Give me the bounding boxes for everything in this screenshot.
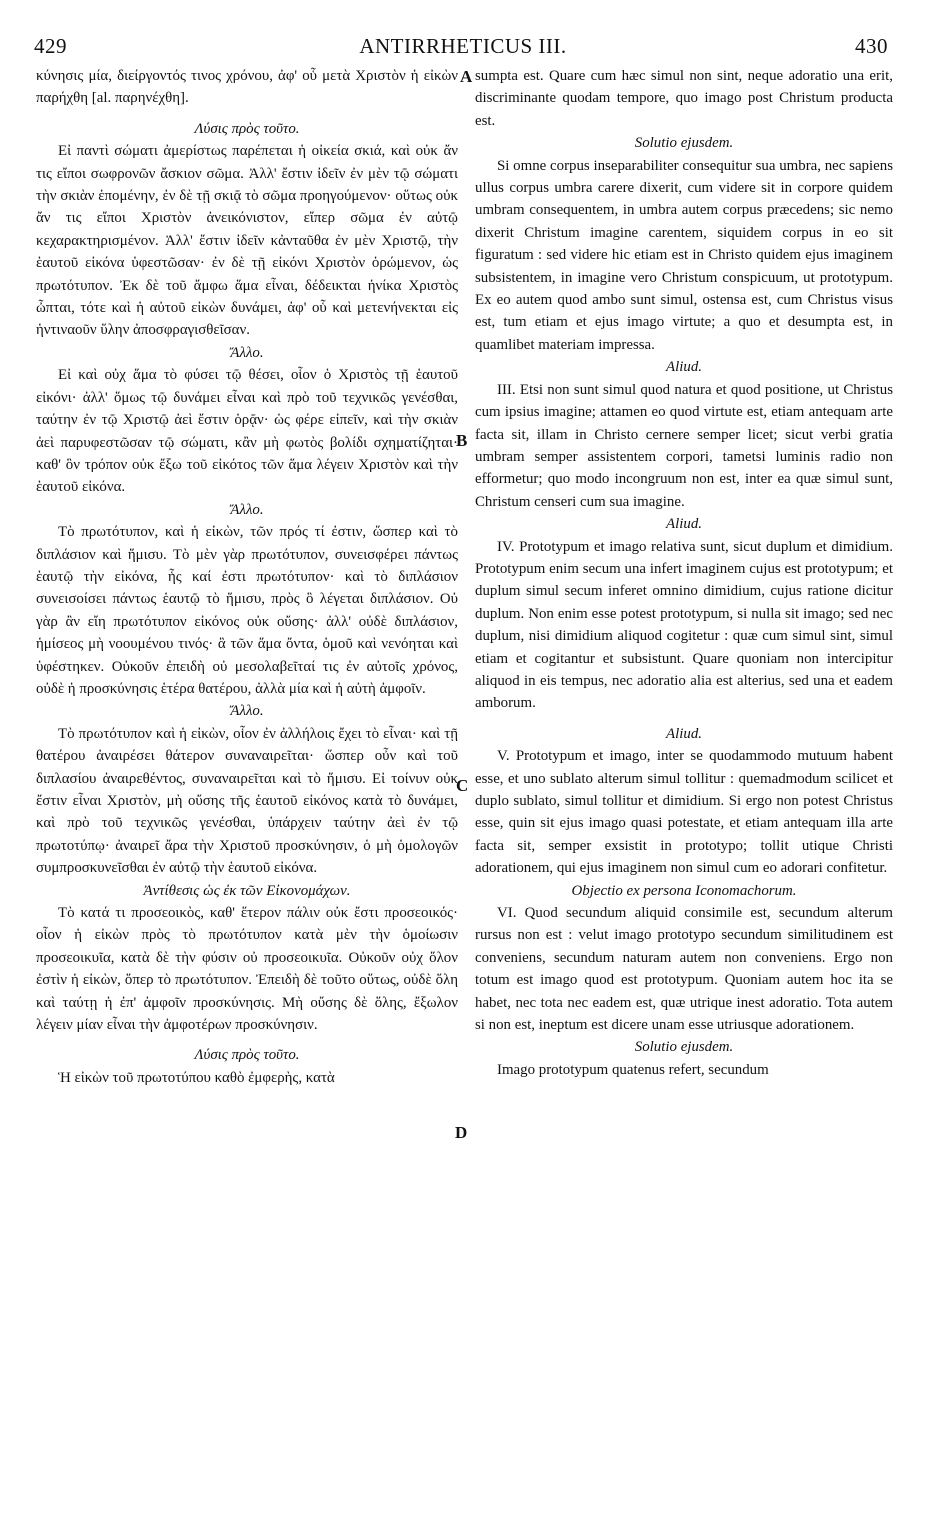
latin-paragraph-5: VI. Quod secundum aliquid consimile est, secundum alterum rursus non est : velut imago prototypo secundum similitudinem est conveniens, secundum naturam autem non conveniens. Ergo non totum est imago quod est prototypum. Quoniam autem hoc ita se habet, nec tota nec eadem est, quæ utrique inest adoratio. Tota autem si non est, ineptum est dicere unam esse utriusque adorationem. [475, 905, 893, 1034]
latin-paragraph-1: Si omne corpus inseparabiliter consequitur sua umbra, nec sapiens ullus corpus umbra carere dixerit, cum videre sit in corpore quidem umbram consequentem, in umbra autem corpus præcedens; sic nemo dixerit Christum imagine carentem, siquidem corpus in eo sit figuratum : sed videre hic etiam est in Christo quidem ejus imaginem subsistentem, in imagine vero Christum conspicuum, ut prototypum. Ex eo autem quod ambo sunt simul, ostensa est, cum Christus visus est, tum etiam et ejus imago virtute; a quo et desumpta est, in quamlibet materiam impressa. [475, 157, 893, 353]
greek-paragraph-2: Εἰ καὶ οὐχ ἅμα τὸ φύσει τῷ θέσει, οἷον ὁ Χριστὸς τῇ ἑαυτοῦ εἰκόνι· ἀλλ' ὅμως τῷ δυνάμει εἶναι καὶ πρὸ τοῦ τεχνικῶς γενέσθαι, ταύτην ἐν τῷ Χριστῷ ἀεὶ ἔστιν ὁρᾷν· ὡς φέρε εἰπεῖν, καὶ τὴν σκιὰν ἀεὶ παρυφεστῶσαν τῷ σώματι, κἂν μὴ φωτὸς βολίδι σχηματίζηται· καθ' ὃν τρόπον οὐκ ἔξω τοῦ εἰκότος τῶν ἅμα λέγειν Χριστὸν καὶ τὴν ἑαυτοῦ εἰκόνα. [36, 367, 458, 496]
latin-paragraph-6: Imago prototypum quatenus refert, secundum [497, 1061, 769, 1078]
latin-paragraph-2: III. Etsi non sunt simul quod natura et quod positione, ut Christus cum ipsius imagine; attamen eo quod virtute est, etiam antequam arte facta sit, illam in Christo cernere semper licet; sicut verbi gratia umbram semper assistentem corpori, tametsi luminis radio non efformetur; quo modo incongruum non est, inter ea quæ simul sunt, Christum censeri cum sua imagine. [475, 381, 893, 510]
greek-heading-objection: Ἀντίθεσις ὡς ἐκ τῶν Εἰκονομάχων. [143, 882, 351, 899]
greek-heading-aliud-2: Ἄλλο. [230, 501, 264, 518]
latin-heading-objection: Objectio ex persona Iconomachorum. [571, 882, 797, 899]
greek-paragraph-0: κύνησις μία, διείργοντός τινος χρόνου, ἀφ' οὗ μετὰ Χριστὸν ἡ εἰκὼν παρήχθη [al. παρηνέχθη]. [36, 68, 458, 107]
greek-column [36, 65, 458, 1089]
latin-paragraph-0: sumpta est. Quare cum hæc simul non sint, neque adoratio una erit, discriminante quodam tempore, quo imago post Christum producta est. [475, 68, 893, 129]
margin-letter-d: D [455, 1123, 468, 1142]
margin-letter-b: B [456, 431, 468, 450]
greek-heading-solution: Λύσις πρὸς τοῦτο. [194, 120, 300, 137]
right-page-number: 430 [855, 34, 888, 58]
latin-heading-aliud-1: Aliud. [666, 359, 702, 376]
margin-letter-c: C [456, 776, 469, 795]
greek-paragraph-5: Τὸ κατά τι προσεοικὸς, καθ' ἕτερον πάλιν οὐκ ἔστι προσεοικός· οἷον ἡ εἰκὼν πρὸς τὸ πρωτότυπον κατὰ μὲν τὴν ὁμοίωσιν προσεοικυῖα, κατὰ δὲ τὴν φύσιν οὐ προσεοικυῖα. Οὐκοῦν οὐχ ὅλον ἐστὶν ἡ εἰκὼν, ὅπερ τὸ πρωτότυπον. Ἐπειδὴ δὲ τοῦτο οὕτως, οὐδὲ ὅλη καὶ ταύτῃ ἡ ἐπ' ἀμφοῖν προσκύνησις. Μὴ οὔσης δὲ ὅλης, ἔξωλον λέγειν μίαν εἶναι τὴν ἀμφοτέρων προσκύνησιν. [36, 905, 458, 1034]
greek-paragraph-1: Εἰ παντὶ σώματι ἀμερίστως παρέπεται ἡ οἰκεία σκιά, καὶ οὐκ ἄν τις εἴποι σωφρονῶν ἄσκιον σῶμα. Ἀλλ' ἔστιν ἰδεῖν ἐν μὲν τῷ σώματι τὴν σκιὰν ἑπομένην, ἐν δὲ τῇ σκιᾷ τὸ σῶμα προηγούμενον· οὕτως οὐκ ἄν τις εἴποι Χριστὸν ἀνεικόνιστον, εἴπερ σῶμα ἐν αὐτῷ κεχαρακτηρισμένον. Ἀλλ' ἔστιν ἰδεῖν κἀνταῦθα ἐν μὲν Χριστῷ, τὴν ἑαυτοῦ εἰκόνα ὑφεστῶσαν· ἐν δὲ τῇ εἰκόνι Χριστὸν ὁρώμενον, ὡς πρωτότυπον. Ἐκ δὲ τοῦ ἄμφω ἅμα εἶναι, δέδεικται ἡνίκα Χριστὸς ὦπται, τότε καὶ ἡ αὐτοῦ εἰκὼν δυνάμει, ἀφ' οὗ καὶ μετενήνεκται εἰς ἡντιναοῦν ὕλην ἀποσφραγισθεῖσαν. [36, 143, 458, 339]
latin-paragraph-4: V. Prototypum et imago, inter se quodammodo mutuum habent esse, et uno sublato alterum simul tollitur : quemadmodum scilicet et duplo sublato, simul tollitur et dimidium. Si ergo non potest Christus esse, quin sit ejus imago quasi potestate, et etiam antequam illa arte facta sit, semper exsistit in prototypo; tollit utique Christi adorationem, qui ejus imaginem non simul cum eo adorari confitetur. [475, 748, 893, 877]
latin-heading-solution-2: Solutio ejusdem. [634, 1039, 734, 1056]
latin-heading-solution: Solutio ejusdem. [634, 135, 734, 152]
greek-paragraph-3: Τὸ πρωτότυπον, καὶ ἡ εἰκὼν, τῶν πρός τί ἐστιν, ὥσπερ καὶ τὸ διπλάσιον καὶ ἥμισυ. Τὸ μὲν γὰρ πρωτότυπον, συνεισφέρει πάντως ἑαυτῷ τὴν εἰκόνα, ἧς καί ἐστι πρωτότυπον· καὶ τὸ διπλάσιον συνεισοίσει πάντως ἑαυτῷ τὸ ἥμισυ, πρὸς ὃ λέγεται διπλάσιον. Οὐ γὰρ ἂν εἴη πρωτότυπον εἰκόνος οὐκ οὔσης· ἀλλ' οὐδὲ διπλάσιον, ἡμίσεος μὴ νοουμένου τινός· ἃ τῶν ἅμα ὄντα, ὁμοῦ καὶ νενόηται καὶ ὑφέστηκεν. Οὐκοῦν ἐπειδὴ οὐ μεσολαβεῖταί τις ἐν αὐτοῖς χρόνος, οὐδὲ ἡ προσκύνησις ἑτέρα θατέρου, ἀλλὰ μία καὶ ἡ αὐτὴ ἀμφοῖν. [36, 524, 458, 697]
margin-letter-a: A [460, 67, 473, 86]
greek-heading-aliud-3: Ἄλλο. [230, 703, 264, 720]
greek-heading-solution-2: Λύσις πρὸς τοῦτο. [194, 1047, 300, 1064]
latin-column [475, 65, 893, 1081]
greek-paragraph-4: Τὸ πρωτότυπον καὶ ἡ εἰκὼν, οἷον ἐν ἀλλήλοις ἔχει τὸ εἶναι· καὶ τῇ θατέρου ἀναιρέσει θάτερον συναναιρεῖται· ὥσπερ οὖν καὶ τοῦ διπλασίου ἀναιρεθέντος, συναναιρεῖται καὶ τὸ ἥμισυ. Εἰ τοίνυν οὐκ ἔστιν εἶναι Χριστὸν, μὴ οὔσης τῆς ἑαυτοῦ εἰκόνος κατὰ τὸ δυνάμει, καὶ πρὸ τοῦ τεχνικῶς γενέσθαι, ὑπάρχειν ταύτην ἀεὶ ἐν τῷ πρωτοτύπῳ· ἀναιρεῖ ἄρα τὴν Χριστοῦ προσκύνησιν, ὁ μὴ ὁμολογῶν συμπροσκυνεῖσθαι ἐν αὐτῷ τὴν ἑαυτοῦ εἰκόνα. [36, 725, 458, 877]
latin-paragraph-3: IV. Prototypum et imago relativa sunt, sicut duplum et dimidium. Prototypum enim secum una infert imaginem cujus est prototypum; et duplum simul secum inferet omnino dimidium, cujus ratione dicitur duplum. Non enim esse potest prototypum, si nulla sit imago; sed nec duplum, nisi dimidium aliquod cogitetur : quæ cum simul sint, simul etiam et cogitantur et subsistunt. Quare quoniam non intercipitur aliquod in eis tempus, nec adoratio alia est alterius, sed una et eadem amborum. [475, 538, 893, 712]
greek-heading-aliud-1: Ἄλλο. [230, 344, 264, 361]
running-title: ANTIRRHETICUS III. [359, 34, 567, 58]
latin-heading-aliud-3: Aliud. [666, 725, 702, 742]
greek-paragraph-6: Ἡ εἰκὼν τοῦ πρωτοτύπου καθὸ ἐμφερὴς, κατὰ [58, 1069, 335, 1086]
latin-heading-aliud-2: Aliud. [666, 516, 702, 533]
left-page-number: 429 [34, 34, 67, 58]
